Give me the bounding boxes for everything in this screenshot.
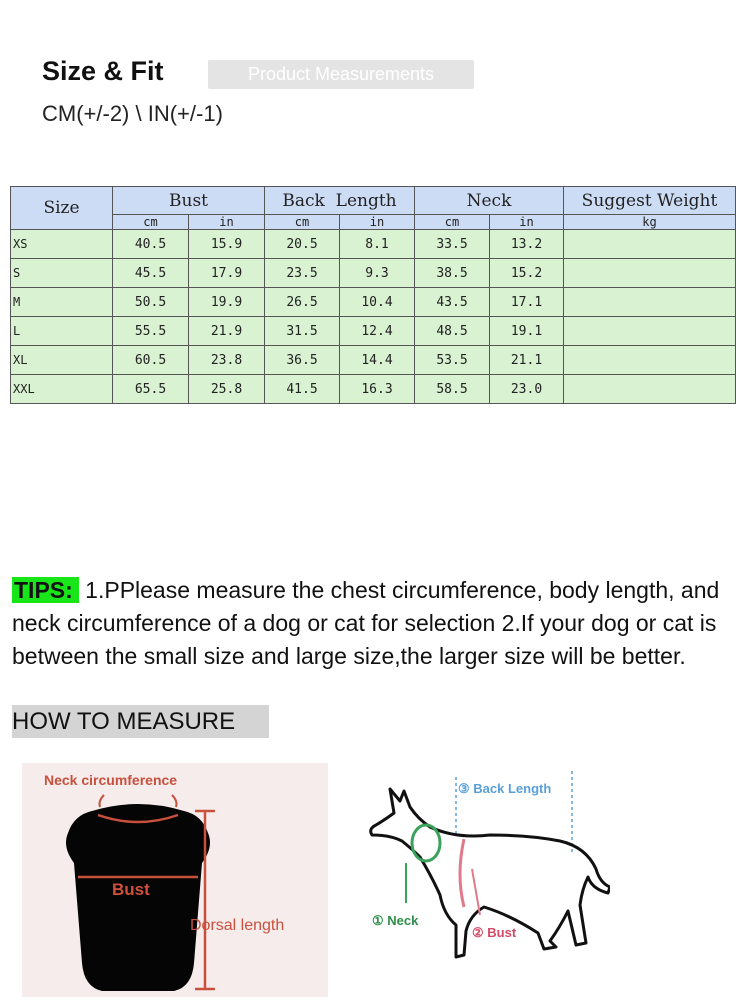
measurement-cell: 31.5 — [265, 317, 340, 346]
measurement-cell: 23.0 — [490, 375, 564, 404]
measurement-cell: 10.4 — [340, 288, 415, 317]
page-title: Size & Fit — [42, 56, 164, 86]
measurement-cell: 38.5 — [415, 259, 490, 288]
tips-paragraph — [12, 574, 742, 673]
size-cell: XL — [11, 346, 113, 375]
unit-cm: cm — [415, 215, 490, 230]
size-column-header: Size — [11, 187, 113, 230]
suggest-weight-header: Suggest Weight — [564, 187, 736, 215]
neck-circumference-label: Neck circumference — [44, 772, 178, 788]
neck-header: Neck — [415, 187, 564, 215]
size-cell: S — [11, 259, 113, 288]
back-length-label: ③ Back Length — [458, 781, 552, 796]
size-cell: XS — [11, 230, 113, 259]
unit-in: in — [340, 215, 415, 230]
measurement-cell: 13.2 — [490, 230, 564, 259]
measurement-cell: 60.5 — [113, 346, 189, 375]
bust-header: Bust — [113, 187, 265, 215]
unit-cm: cm — [113, 215, 189, 230]
neck-arrow-right — [172, 795, 177, 807]
table-row — [11, 346, 736, 375]
measurement-cell: 17.9 — [189, 259, 265, 288]
measurement-cell — [564, 230, 736, 259]
measurement-cell: 36.5 — [265, 346, 340, 375]
tips-label: TIPS: — [12, 577, 79, 603]
shirt-measurement-diagram — [22, 763, 328, 997]
measurement-cell: 19.9 — [189, 288, 265, 317]
measurement-cell: 58.5 — [415, 375, 490, 404]
measurement-cell: 65.5 — [113, 375, 189, 404]
back-length-header: Back Length — [265, 187, 415, 215]
measurement-cell: 15.2 — [490, 259, 564, 288]
measurement-cell: 15.9 — [189, 230, 265, 259]
tips-text: 1.PPlease measure the chest circumference, body length, and neck circumference of a dog or cat for selection 2.If your dog or cat is between the small size and large size,the larger size will be better. — [12, 577, 720, 669]
dorsal-length-label: Dorsal length — [190, 917, 285, 934]
measurement-cell: 50.5 — [113, 288, 189, 317]
product-measurements-badge: Product Measurements — [208, 60, 474, 89]
measurement-cell: 26.5 — [265, 288, 340, 317]
unit-kg: kg — [564, 215, 736, 230]
neck-arrow-left — [100, 795, 105, 807]
measurement-cell: 23.8 — [189, 346, 265, 375]
measurement-cell: 25.8 — [189, 375, 265, 404]
measurement-cell — [564, 346, 736, 375]
measurement-cell — [564, 317, 736, 346]
how-to-measure-heading: HOW TO MEASURE — [12, 705, 269, 738]
measurement-cell: 21.1 — [490, 346, 564, 375]
shirt-illustration — [22, 763, 328, 997]
measurement-cell: 12.4 — [340, 317, 415, 346]
neck-label: ① Neck — [372, 913, 419, 928]
measurement-cell: 33.5 — [415, 230, 490, 259]
measurement-cell: 41.5 — [265, 375, 340, 404]
dog-measurement-diagram — [360, 765, 610, 995]
measurement-cell: 16.3 — [340, 375, 415, 404]
bust-label-dog: ② Bust — [472, 925, 517, 940]
measurement-cell: 53.5 — [415, 346, 490, 375]
measurement-cell: 17.1 — [490, 288, 564, 317]
table-row — [11, 259, 736, 288]
size-cell: L — [11, 317, 113, 346]
measurement-cell — [564, 375, 736, 404]
measurement-cell: 8.1 — [340, 230, 415, 259]
measurement-cell: 43.5 — [415, 288, 490, 317]
bust-pointer — [472, 869, 480, 915]
measurement-cell: 23.5 — [265, 259, 340, 288]
size-table — [10, 186, 736, 404]
bust-label: Bust — [112, 880, 150, 899]
table-row — [11, 288, 736, 317]
unit-in: in — [189, 215, 265, 230]
measurement-cell: 45.5 — [113, 259, 189, 288]
bust-measure-band — [460, 839, 464, 907]
measurement-cell — [564, 259, 736, 288]
table-header-row — [11, 187, 736, 215]
measurement-cell: 14.4 — [340, 346, 415, 375]
table-row — [11, 375, 736, 404]
measurement-cell: 55.5 — [113, 317, 189, 346]
size-cell: XXL — [11, 375, 113, 404]
measurement-cell: 48.5 — [415, 317, 490, 346]
measurement-cell — [564, 288, 736, 317]
table-units-row — [11, 215, 736, 230]
tolerance-note: CM(+/-2) \ IN(+/-1) — [42, 101, 223, 126]
measurement-cell: 9.3 — [340, 259, 415, 288]
measurement-cell: 19.1 — [490, 317, 564, 346]
neck-measure-ring — [412, 825, 440, 861]
dog-illustration — [360, 765, 610, 995]
table-row — [11, 230, 736, 259]
table-row — [11, 317, 736, 346]
measurement-cell: 20.5 — [265, 230, 340, 259]
size-cell: M — [11, 288, 113, 317]
measurement-cell: 40.5 — [113, 230, 189, 259]
unit-in: in — [490, 215, 564, 230]
measurement-cell: 21.9 — [189, 317, 265, 346]
unit-cm: cm — [265, 215, 340, 230]
